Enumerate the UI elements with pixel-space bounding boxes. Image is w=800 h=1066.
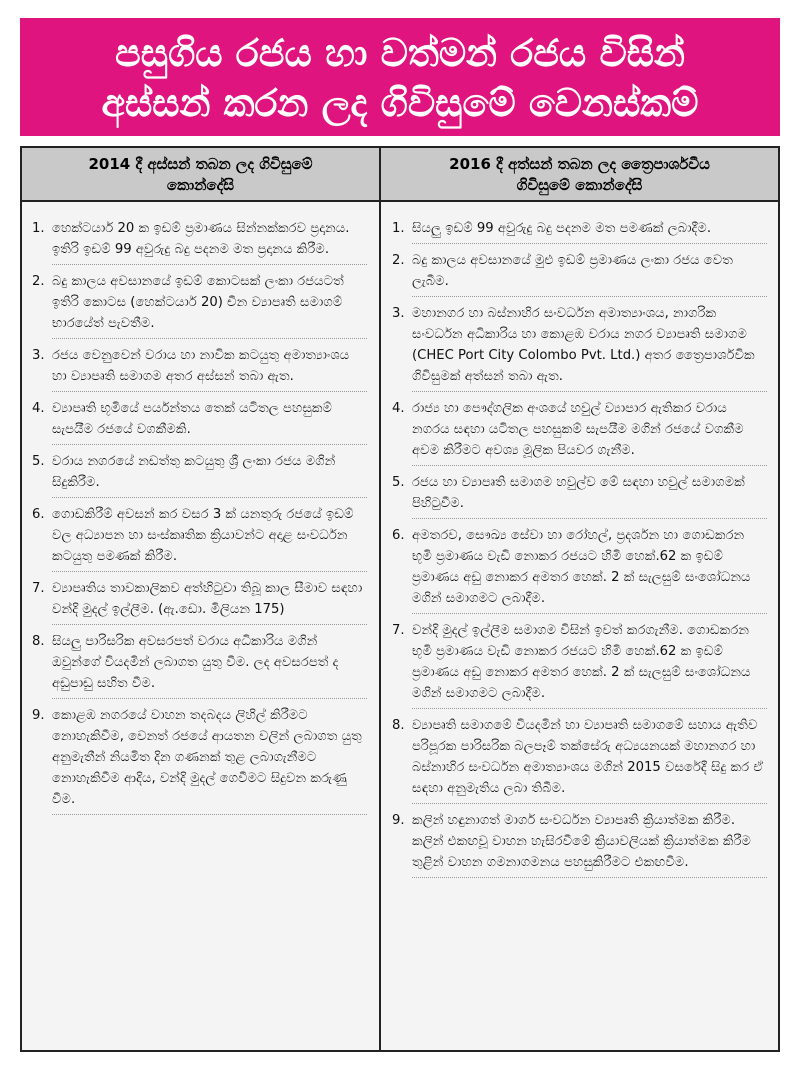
item-text: වරාය නගරයේ නඩත්තු කටයුතු ශ්‍රී ලංකා රජය මගින් සිදුකිරීම.: [52, 451, 367, 498]
item-number: 2.: [32, 274, 45, 289]
item-number: 4.: [32, 401, 45, 416]
item-number: 7.: [392, 623, 405, 638]
item-number: 9.: [32, 708, 45, 723]
right-column-list: [392, 218, 767, 1042]
item-text: හෙක්ටයාර් 20 ක ඉඩම් ප්‍රමාණය සින්නක්කරව ප්‍රදානය. ඉතිරි ඉඩම් 99 අවුරුදු බදු පදනම මත ප්‍රදානය කිරීම.: [52, 218, 367, 265]
list-item: [392, 525, 767, 614]
item-text: ව්‍යාපෘතිය තාවකාලිකව අත්හිටුවා තිබූ කාල සීමාව සඳහා වන්දි මුදල් ඉල්ලීම. (ඇ.ඩො. මිලියන 175): [52, 578, 367, 625]
item-text: ව්‍යාපෘති භූමියේ පර්යන්තය තෙක් යටිතල පහසුකම් සැපයීම රජයේ වගකීමකි.: [52, 398, 367, 445]
item-number: 6.: [392, 528, 405, 543]
title-line-2: අස්සන් කරන ලද ගිවිසුමේ වෙනස්කම්: [101, 81, 699, 125]
title-banner: [20, 18, 780, 136]
item-number: 1.: [32, 221, 45, 236]
list-item: [32, 578, 367, 625]
right-header-line-1: 2016 දී අත්සන් තබන ලද ත්‍රෛපාර්ශවීය: [449, 155, 710, 173]
item-text: සියලු පාරිසරික අවසරපත් වරාය අධිකාරිය මගින් ඔවුන්ගේ වියදමින් ලබාගත යුතු වීම. ලද අවසරපත් ද අඩුපාඩු සහිත වීම.: [52, 631, 367, 699]
list-item: [392, 398, 767, 466]
list-item: [32, 218, 367, 265]
column-divider: [379, 148, 381, 1050]
item-number: 3.: [32, 348, 45, 363]
right-column-header: [381, 148, 778, 202]
item-number: 2.: [392, 253, 405, 268]
list-item: [392, 620, 767, 709]
list-item: [32, 504, 367, 572]
item-number: 3.: [392, 306, 405, 321]
left-header-line-2: කොන්දේසි: [166, 176, 235, 194]
list-item: [32, 451, 367, 498]
item-text: ගොඩකිරීම් අවසන් කර වසර 3 ක් යනතුරු රජයේ ඉඩම් වල අධ්‍යාපන හා සංස්කෘතික ක්‍රියාවන්ට අදාළ සංවර්ධන කටයුතු පමණක් කිරීම.: [52, 504, 367, 572]
list-item: [32, 271, 367, 339]
item-number: 1.: [392, 221, 405, 236]
list-item: [392, 472, 767, 519]
title-line-1: පසුගිය රජය හා වත්මන් රජය විසින්: [115, 31, 685, 75]
item-text: බදු කාලය අවසානයේ ඉඩම් කොටසක් ලංකා රජයටත් ඉතිරි කොටස (හෙක්ටයාර් 20) චීන ව්‍යාපෘති සමාගම් භාරයේත් පැවතීම.: [52, 271, 367, 339]
item-number: 5.: [392, 475, 405, 490]
item-text: ව්‍යාපෘති සමාගමේ වියදමින් හා ව්‍යාපෘති සමාගමේ සහාය ඇතිව පරිපූරක පාරිසරික බලපෑම් තක්සේරු අධ්‍යයනයක් මහානගර හා බස්නාහිර සංවර්ධන අමාත්‍යාංශය මගින් 2015 වසරේදී සිදු කර ඒ සඳහා අනුමැතිය ලබා තිබීම.: [412, 715, 767, 804]
item-number: 8.: [32, 634, 45, 649]
left-column-list: [32, 218, 367, 1042]
item-number: 4.: [392, 401, 405, 416]
list-item: [32, 398, 367, 445]
list-item: [392, 250, 767, 297]
list-item: [392, 218, 767, 244]
item-text: වන්දි මුදල් ඉල්ලීම සමාගම විසින් ඉවත් කරගැනීම. ගොඩකරන භූමි ප්‍රමාණය වැඩි නොකර රජයට හිමි හෙක්.62 ක ඉඩම් ප්‍රමාණය අඩු නොකර අමතර හෙක්. 2 ක් සැලසුම් සංශෝධනය මගින් සමාගමට ලබාදීම.: [412, 620, 767, 709]
item-number: 5.: [32, 454, 45, 469]
list-item: [392, 715, 767, 804]
comparison-table: [20, 146, 780, 1052]
item-text: රජය වෙනුවෙන් වරාය හා නාවික කටයුතු අමාත්‍යාංශය හා ව්‍යාපෘති සමාගම අතර අස්සන් තබා ඇත.: [52, 345, 367, 392]
item-text: රජය හා ව්‍යාපෘති සමාගම හවුල්ව මේ සඳහා හවුල් සමාගමක් පිහිටුවීම.: [412, 472, 767, 519]
item-text: කලින් හඳුනාගත් මාර්ග සංවර්ධන ව්‍යාපෘති ක්‍රියාත්මක කිරීම. කලින් එකඟවූ වාහන හැසිරවීමේ ක්‍රියාවලියක් ක්‍රියාත්මක කිරීම තුළින් වාහන ගමනාගමනය පහසුකිරීමට එකඟවීම.: [412, 810, 767, 878]
item-number: 8.: [392, 718, 405, 733]
list-item: [392, 810, 767, 878]
item-text: මහානගර හා බස්නාහිර සංවර්ධන අමාත්‍යාංශය, නාගරික සංවර්ධන අධිකාරිය හා කොළඹ වරාය නගර ව්‍යාපෘති සමාගම (CHEC Port City Colombo Pvt. Ltd.) අතර ත්‍රෛපාර්ශවික ගිවිසුමක් අත්සන් තබා ඇත.: [412, 303, 767, 392]
left-column-header: [22, 148, 379, 202]
item-text: සියලු ඉඩම් 99 අවුරුදු බදු පදනම මත පමණක් ලබාදීම.: [412, 218, 767, 244]
item-text: අමතරව, සෞඛ්‍ය සේවා හා රෝහල්, ප්‍රදර්ශන හා ගොඩකරන භූමි ප්‍රමාණය වැඩි නොකර රජයට හිමි හෙක්.62 ක ඉඩම් ප්‍රමාණය අඩු නොකර අමතර හෙක්. 2 ක් සැලසුම් සංශෝධනය මගින් සමාගමට ලබාදීම.: [412, 525, 767, 614]
list-item: [32, 705, 367, 815]
right-header-line-2: ගිවිසුමේ කොන්දේසි: [516, 176, 643, 194]
list-item: [392, 303, 767, 392]
item-text: රාජ්‍ය හා පෞද්ගලික අංශයේ හවුල් ව්‍යාපාර ඇතිකර වරාය නගරය සඳහා යටිතල පහසුකම් සැපයීම මගින් රජයේ වගකීම අවම කිරීමට අවශ්‍ය මූලික පියවර ගැනීම.: [412, 398, 767, 466]
item-number: 9.: [392, 813, 405, 828]
item-number: 6.: [32, 507, 45, 522]
item-number: 7.: [32, 581, 45, 596]
item-text: බදු කාලය අවසානයේ මුළු ඉඩම් ප්‍රමාණය ලංකා රජය වෙත ලැබීම.: [412, 250, 767, 297]
item-text: කොළඹ නගරයේ වාහන තදබදය ලිහිල් කිරීමට නොහැකිවීම, වෙනත් රජයේ ආයතන වලින් ලබාගත යුතු අනුමැතීන් නියමිත දින ගණනක් තුළ ලබාගැනීමට නොහැකිවීම ආදිය, වන්දි මුදල් ගෙවීමට සිදුවන කරුණු වීම.: [52, 705, 367, 815]
list-item: [32, 631, 367, 699]
list-item: [32, 345, 367, 392]
left-header-line-1: 2014 දී අස්සන් තබන ලද ගිවිසුමේ: [88, 155, 313, 173]
